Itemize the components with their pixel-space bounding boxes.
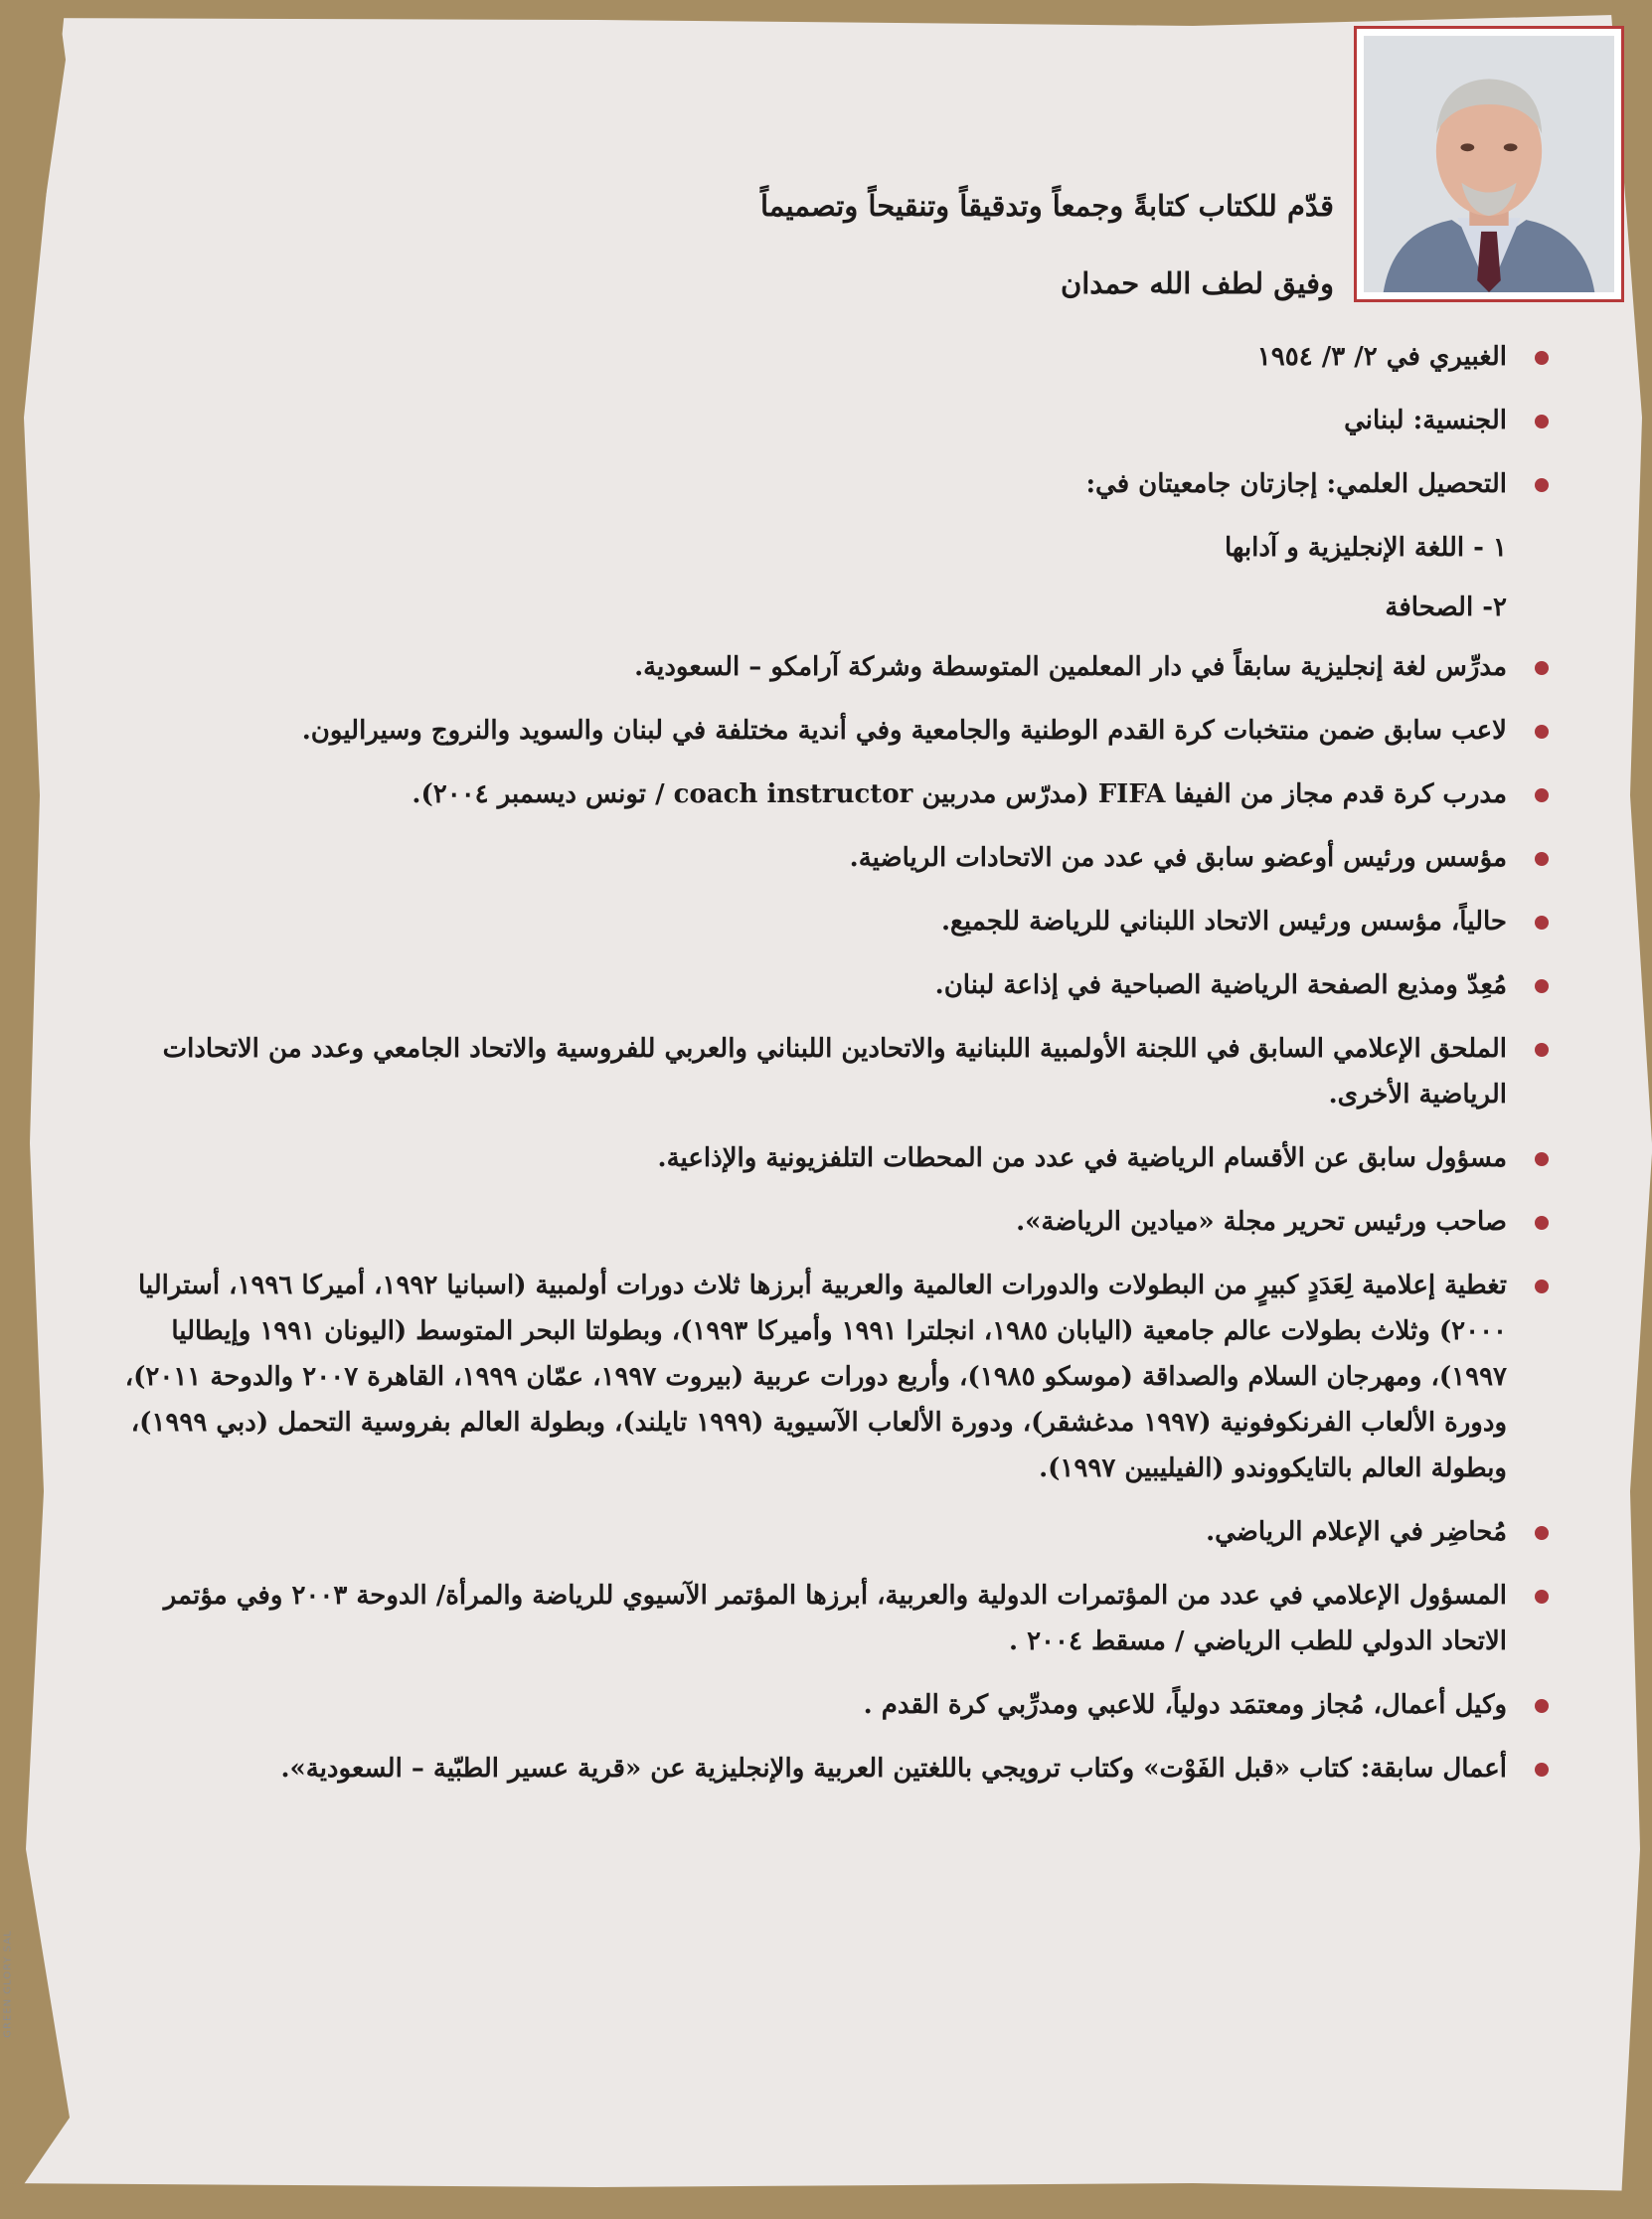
bullet-dot <box>1535 351 1549 365</box>
bio-item-player: لاعب سابق ضمن منتخبات كرة القدم الوطنية والجامعية وفي أندية مختلفة في لبنان والسويد والنروج وسيراليون. <box>97 708 1549 754</box>
bullet-dot <box>1535 415 1549 428</box>
biography-list <box>97 334 1549 1809</box>
bio-subitem-english: ١ - اللغة الإنجليزية و آدابها <box>1224 533 1507 563</box>
bullet-dot <box>1535 1280 1549 1293</box>
bio-item-agent: وكيل أعمال، مُجاز ومعتمَد دولياً، للاعبي ومدرِّبي كرة القدم . <box>97 1682 1549 1728</box>
bio-subitem-journalism: ٢- الصحافة <box>1385 593 1507 622</box>
bullet-dot <box>1535 1699 1549 1713</box>
bullet-dot <box>1535 725 1549 739</box>
bio-item-coach: مدرب كرة قدم مجاز من الفيفا FIFA (مدرّس مدربين coach instructor / تونس ديسمبر ٢٠٠٤). <box>97 771 1549 817</box>
bio-item-current: حالياً، مؤسس ورئيس الاتحاد اللبناني للرياضة للجميع. <box>97 899 1549 944</box>
portrait-illustration <box>1364 36 1614 292</box>
bullet-dot <box>1535 852 1549 866</box>
bullet-dot <box>1535 979 1549 993</box>
bio-item-birth: الغبيري في ٢/ ٣/ ١٩٥٤ <box>97 334 1549 380</box>
book-credit-line: قدّم للكتاب كتابةً وجمعاً وتدقيقاً وتنقيحاً وتصميماً <box>759 189 1334 223</box>
bio-item-media-attache: الملحق الإعلامي السابق في اللجنة الأولمبية اللبنانية والاتحادين اللبناني والعربي للفروسية والاتحاد الجامعي وعدد من الاتحادات الرياضية الأخرى. <box>97 1026 1549 1117</box>
bullet-dot <box>1535 916 1549 930</box>
bio-item-coverage: تغطية إعلامية لِعَدَدٍ كبيرٍ من البطولات والدورات العالمية والعربية أبرزها ثلاث دورات أولمبية (اسبانيا ١٩٩٢، أميركا ١٩٩٦، أستراليا ٢٠٠٠) وثلاث بطولات عالم جامعية (اليابان ١٩٨٥، انجلترا ١٩٩١ وأميركا ١٩٩٣)، وبطولتا البحر المتوسط (اليونان ١٩٩١ وإيطاليا ١٩٩٧)، ومهرجان السلام والصداقة (موسكو ١٩٨٥)، وأربع دورات عربية (بيروت ١٩٩٧، عمّان ١٩٩٩، القاهرة ٢٠٠٧ والدوحة ٢٠١١)، ودورة الألعاب الفرنكوفونية (١٩٩٧ مدغشقر)، ودورة الألعاب الآسيوية (١٩٩٩ تايلند)، وبطولة العالم بفروسية التحمل (دبي ١٩٩٩)، وبطولة العالم بالتايكووندو (الفيليبين ١٩٩٧). <box>97 1263 1549 1491</box>
bio-item-magazine: صاحب ورئيس تحرير مجلة «ميادين الرياضة». <box>97 1199 1549 1245</box>
bullet-dot <box>1535 1043 1549 1057</box>
bio-item-nationality: الجنسية: لبناني <box>97 398 1549 443</box>
bio-item-works: أعمال سابقة: كتاب «قبل الفَوْت» وكتاب ترويجي باللغتين العربية والإنجليزية عن «قرية عسير الطبّية – السعودية». <box>97 1746 1549 1792</box>
publisher-side-tag: GREEN GLORY SAL <box>2 1930 14 2038</box>
frame-strip-bottom <box>0 2183 1652 2219</box>
bullet-dot <box>1535 1590 1549 1604</box>
author-name: وفيق لطف الله حمدان <box>1060 266 1334 300</box>
bio-item-conferences: المسؤول الإعلامي في عدد من المؤتمرات الدولية والعربية، أبرزها المؤتمر الآسيوي للرياضة والمرأة/ الدوحة ٢٠٠٣ وفي مؤتمر الاتحاد الدولي للطب الرياضي / مسقط ٢٠٠٤ . <box>97 1573 1549 1664</box>
bullet-dot <box>1535 661 1549 675</box>
bio-item-teacher: مدرِّس لغة إنجليزية سابقاً في دار المعلمين المتوسطة وشركة آرامكو – السعودية. <box>97 644 1549 690</box>
bio-item-lecturer: مُحاضِر في الإعلام الرياضي. <box>97 1509 1549 1555</box>
bio-item-tv-sections: مسؤول سابق عن الأقسام الرياضية في عدد من المحطات التلفزيونية والإذاعية. <box>97 1135 1549 1181</box>
bullet-dot <box>1535 1152 1549 1166</box>
bio-item-federations: مؤسس ورئيس أوعضو سابق في عدد من الاتحادات الرياضية. <box>97 835 1549 881</box>
bullet-dot <box>1535 478 1549 492</box>
bullet-dot <box>1535 1526 1549 1540</box>
bullet-dot <box>1535 1763 1549 1777</box>
author-photo <box>1354 26 1624 302</box>
bullet-dot <box>1535 1216 1549 1230</box>
bullet-dot <box>1535 788 1549 802</box>
bio-item-education: التحصيل العلمي: إجازتان جامعيتان في: <box>97 461 1549 507</box>
bio-item-radio: مُعِدّ ومذيع الصفحة الرياضية الصباحية في إذاعة لبنان. <box>97 962 1549 1008</box>
